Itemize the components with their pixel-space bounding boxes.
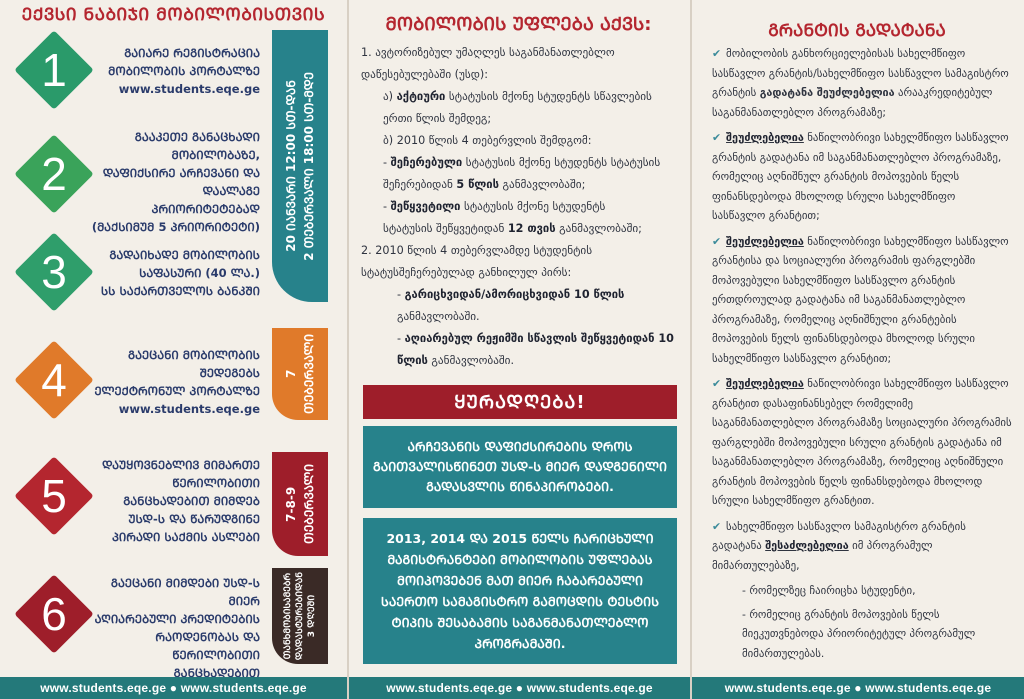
check-icon: ✔ <box>712 377 722 390</box>
grant-title: ᲒᲠᲐᲜᲢᲘᲡ ᲒᲐᲓᲐᲢᲐᲜᲐ <box>768 21 946 41</box>
step-3-badge: 3 <box>18 236 90 308</box>
step-2-text: ᲒᲐᲐᲙᲔᲗᲔ ᲒᲐᲜᲐᲪᲮᲐᲓᲘ ᲛᲝᲑᲘᲚᲝᲑᲐᲖᲔ, ᲓᲐᲤᲘᲥᲡᲘᲠᲔ ᲐᲠᲩᲔᲕᲐᲜᲘ ᲓᲐ ᲓᲐᲐᲚᲐᲒᲔ ᲞᲠᲘᲝᲠᲘᲢᲔᲢᲔᲑᲐᲓ (ᲛᲐᲥᲡᲘᲛᲣᲛ 5 ᲞᲠᲘᲝᲠᲘᲢᲔᲢᲘ) <box>91 130 260 234</box>
students-link-2[interactable]: www.students.eqe.ge <box>118 402 260 416</box>
step-6-text: ᲒᲐᲔᲪᲐᲜᲘ ᲛᲘᲛᲓᲔᲑᲘ ᲣᲡᲓ-Ს ᲛᲘᲔᲠ ᲐᲦᲘᲐᲠᲔᲑᲣᲚᲘ ᲙᲠᲔᲓᲘᲢᲔᲑᲘᲡ ᲠᲐᲝᲓᲔᲜᲝᲑᲐᲡ ᲓᲐ ᲬᲔᲠᲘᲚᲝᲑᲘᲗᲘ ᲒᲐᲜᲪᲮᲐᲓᲔᲑᲘᲗ <box>94 576 260 677</box>
check-icon: ✔ <box>712 47 722 60</box>
step-4-text: ᲒᲐᲔᲪᲐᲜᲘ ᲛᲝᲑᲘᲚᲝᲑᲘᲡ ᲨᲔᲓᲔᲒᲔᲑᲡ ᲔᲚᲔᲥᲢᲠᲝᲜᲣᲚ ᲞᲝᲠᲢᲐᲚᲖᲔ www.students.eqe.ge <box>90 346 260 418</box>
notice-box-2: 2013, 2014 ᲓᲐ 2015 ᲬᲔᲚᲡ ᲩᲐᲠᲘᲪᲮᲣᲚᲘ ᲛᲐᲒᲘᲡᲢᲠᲐᲜᲢᲔᲑᲘ ᲛᲝᲑᲘᲚᲝᲑᲘᲡ ᲣᲤᲚᲔᲑᲐᲡ ᲛᲝᲘᲞᲝᲕᲔᲑᲔᲜ ᲛᲐᲗ ᲛᲘᲔᲠ ᲩᲐᲑᲐᲠᲔᲑᲣᲚᲘ ᲡᲐᲔᲠᲗᲝ ᲡᲐᲛᲐᲒᲘᲡᲢᲠᲝ ᲒᲐᲛᲝᲪᲓᲘᲡ ᲢᲔᲡᲢᲘᲡ ᲢᲘᲞᲘᲡ ᲨᲔᲡᲐᲑᲐᲛᲘᲡ ᲡᲐᲒᲐᲜᲛᲐᲜᲐᲗᲚᲔᲑᲚᲝ ᲞᲠᲝᲒᲠᲐᲛᲐᲨᲘ. <box>363 518 677 664</box>
step-3-text: ᲒᲐᲓᲐᲘᲮᲐᲓᲔ ᲛᲝᲑᲘᲚᲝᲑᲘᲡ ᲡᲐᲤᲐᲡᲣᲠᲘ (40 ᲚᲐ.) ᲡᲡ ᲡᲐᲥᲐᲠᲗᲕᲔᲚᲝᲡ ᲑᲐᲜᲙᲨᲘ <box>100 248 260 298</box>
panel-steps <box>0 0 347 677</box>
students-link[interactable]: www.students.eqe.ge <box>118 82 260 96</box>
rights-title: ᲛᲝᲑᲘᲚᲝᲑᲘᲡ ᲣᲤᲚᲔᲑᲐ ᲐᲥᲕᲡ: <box>385 14 652 35</box>
tab-step-6: ᲗᲐᲜᲮᲛᲝᲑᲘᲡᲐᲛᲔᲑᲠ ᲓᲐᲓᲐᲡᲢᲣᲠᲔᲑᲘᲓᲐᲜ 3 ᲓᲦᲔᲨᲘ <box>272 568 328 664</box>
check-icon: ✔ <box>712 131 722 144</box>
step-1-text: ᲒᲐᲘᲐᲠᲔ ᲠᲔᲒᲘᲡᲢᲠᲐᲪᲘᲐ ᲛᲝᲑᲘᲚᲝᲑᲘᲡ ᲞᲝᲠᲢᲐᲚᲖᲔ www.students.eqe.ge <box>90 44 260 98</box>
attention-banner: ᲧᲣᲠᲐᲓᲦᲔᲑᲐ! <box>363 385 677 419</box>
check-icon: ✔ <box>712 519 722 533</box>
footer-1[interactable]: www.students.eqe.ge ● www.students.eqe.ge <box>0 677 347 699</box>
step-1-badge: 1 <box>18 34 90 106</box>
step-6-badge: 6 <box>18 578 90 650</box>
panel-mobility-rights <box>347 0 690 677</box>
tab-step-5: 7-8-9 ᲗᲔᲑᲔᲠᲕᲐᲚᲘ <box>272 452 328 556</box>
grant-body: ✔ მობილობის განხორციელებისას სახელმწიფო სასწავლო გრანტის/სახელმწიფო სასწავლო სამაგისტრო გრანტის გადატანა შეუძლებელია არააკრედიტებულ საგანმანათლებლო პროგრამაზე; ✔ შეუძლებელია ნაწილობრივი სახელმწიფო სასწავლო გრანტის გადატანა იმ საგანმანათლებლო პროგრამაზე, რომელიც აღნიშნულ გრანტის მოპოვების წელს ფინანსდებოდა მხოლოდ სრული სახელმწიფო სასწავლო გრანტით; ✔ შეუძლებელია ნაწილობრივი სახელმწიფო სასწავლო გრანტისა და სოციალური პროგრამის ფარგლებში მოპოვებული სახელმწიფო სასწავლო გრანტის ერთდროულად გადატანა იმ საგანმანათლებლო პროგრამაზე, რომელიც აღნიშნული გრანტების მოპოვების წელს ფინანსდებოდა მხოლოდ სრული სახელმწიფო სასწავლო გრანტით; ✔ შეუძლებელია ნაწილობრივი სახელმწიფო სასწავლო გრანტით დასაფინანსებელ რომელიმე საგანმანათლებლო პროგრამაზე სოციალური პროგრამის ფარგლებში მოპოვებული სრული გრანტის გადატანა იმ საგანმანათლებლო პროგრამაზე, რომელიც აღნიშნული გრანტის მოპოვების წელს ფინანსდებოდა მხოლოდ სრული სახელმწიფო გრანტით. ✔ სახელმწიფო სასწავლო სამაგისტრო გრანტის გადატანა შესაძლებელია იმ პროგრამულ მიმართულებაზე, - რომელზეც ჩაირიცხა სტუდენტი, - რომელიც გრანტის მოპოვების წელს მიეკუთვნებოდა პრიორიტეტულ პროგრამულ მიმართულებას. <box>712 47 1012 660</box>
rights-body: 1. ავტორიზებულ უმაღლეს საგანმანათლებლო დაწესებულებაში (უსდ): ა) აქტიური სტატუსის მქონე სტუდენტს სწავლების ერთი წლის შემდეგ; ბ) 2010 წლის 4 თებერვლის შემდგომ: - შეჩერებული სტატუსის მქონე სტუდენტს სტატუსის შეჩერებიდან 5 წლის განმავლობაში; - შეწყვეტილი სტატუსის მქონე სტუდენტს სტატუსის შეწყვეტიდან 12 თვის განმავლობაში; 2. 2010 წლის 4 თებერვლამდე სტუდენტის სტატუსშეჩერებულად განხილულ პირს: - გარიცხვიდან/ამორიცხვიდან 10 წლის განმავლობაში. - აღიარებულ რეჟიმში სწავლის შეწყვეტიდან 10 წლის განმავლობაში. <box>361 46 674 367</box>
step-5-badge: 5 <box>18 460 90 532</box>
step-4-badge: 4 <box>18 344 90 416</box>
footer-3[interactable]: www.students.eqe.ge ● www.students.eqe.ge <box>692 677 1024 699</box>
steps-title: ᲔᲥᲕᲡᲘ ᲜᲐᲑᲘᲯᲘ ᲛᲝᲑᲘᲚᲝᲑᲘᲡᲗᲕᲘᲡ <box>21 5 326 25</box>
step-5-text: ᲓᲐᲣᲧᲝᲕᲜᲔᲑᲚᲘᲕ ᲛᲘᲛᲐᲠᲗᲔ ᲬᲔᲠᲘᲚᲝᲑᲘᲗᲘ ᲒᲐᲜᲪᲮᲐᲓᲔᲑᲘᲗ ᲛᲘᲛᲓᲔᲑ ᲣᲡᲓ-Ს ᲓᲐ ᲬᲐᲠᲣᲓᲒᲘᲜᲔ ᲞᲘᲠᲐᲓᲘ ᲡᲐᲥᲛᲘᲡ ᲐᲡᲚᲔᲑᲘ <box>102 458 260 544</box>
footer-2[interactable]: www.students.eqe.ge ● www.students.eqe.ge <box>349 677 690 699</box>
check-icon: ✔ <box>712 234 722 248</box>
tab-step-4: 7 ᲗᲔᲑᲔᲠᲕᲐᲚᲘ <box>272 328 328 420</box>
panel-grant-transfer <box>690 0 1024 677</box>
notice-box-1: ᲐᲠᲩᲔᲕᲐᲜᲘᲡ ᲓᲐᲤᲘᲥᲡᲘᲠᲔᲑᲘᲡ ᲓᲠᲝᲡ ᲒᲐᲘᲗᲕᲐᲚᲘᲡᲬᲘᲜᲔᲗ ᲣᲡᲓ-Ს ᲛᲘᲔᲠ ᲓᲐᲓᲒᲔᲜᲘᲚᲘ ᲒᲐᲓᲐᲡᲕᲚᲘᲡ ᲬᲘᲜᲐᲞᲘᲠᲝᲑᲔᲑᲘ. <box>363 426 677 508</box>
step-2-badge: 2 <box>18 138 90 210</box>
dates-tab: 20 ᲘᲐᲜᲕᲐᲠᲘ 12:00 ᲡᲗ-ᲓᲐᲜ 2 ᲗᲔᲑᲔᲠᲕᲐᲚᲘ 18:00 ᲡᲗ-ᲛᲓᲔ <box>272 30 328 302</box>
